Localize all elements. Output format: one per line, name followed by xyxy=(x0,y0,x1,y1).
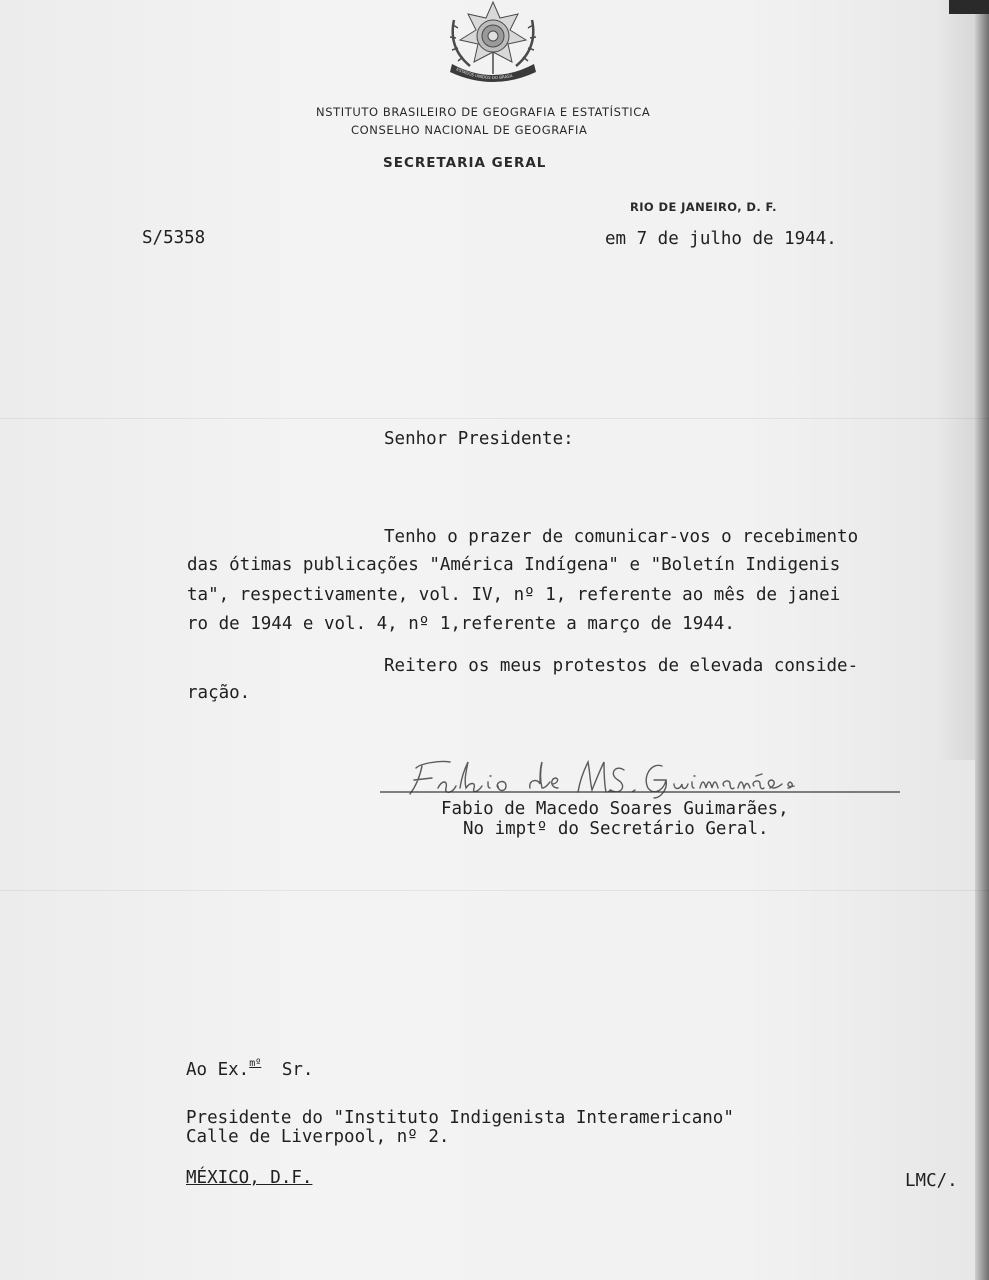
page-corner xyxy=(949,0,989,14)
reference-number: S/5358 xyxy=(142,228,206,248)
fold-line xyxy=(0,890,989,891)
coat-of-arms-emblem xyxy=(440,0,546,84)
addressee-line: Calle de Liverpool, nº 2. xyxy=(186,1127,450,1147)
letter-date: em 7 de julho de 1944. xyxy=(605,229,837,249)
addressee-city: MÉXICO, D.F. xyxy=(186,1168,313,1188)
handwritten-signature xyxy=(380,752,900,800)
department-name: SECRETARIA GERAL xyxy=(383,155,547,171)
addressee-prefix-start: Ao Ex. xyxy=(186,1060,250,1080)
letterhead-place: RIO DE JANEIRO, D. F. xyxy=(630,200,777,214)
addressee-prefix-sup: mº xyxy=(249,1058,262,1069)
closing-line: Reitero os meus protestos de elevada conside- xyxy=(384,656,859,676)
institute-name: NSTITUTO BRASILEIRO DE GEOGRAFIA E ESTATÍSTICA xyxy=(316,105,651,119)
page-edge xyxy=(975,0,989,1280)
fold-line xyxy=(0,418,989,419)
signature-text: Fabio de M. S. Guimarães xyxy=(380,752,391,753)
body-line: ta", respectivamente, vol. IV, nº 1, referente ao mês de janei xyxy=(187,585,841,605)
closing-line: ração. xyxy=(187,683,251,703)
addressee-prefix-end: Sr. xyxy=(281,1060,314,1080)
typist-initials: LMC/. xyxy=(905,1171,958,1191)
council-name: CONSELHO NACIONAL DE GEOGRAFIA xyxy=(351,123,588,137)
page-edge-shadow xyxy=(937,0,975,760)
svg-text:ESTADOS UNIDOS DO BRASIL xyxy=(456,66,515,80)
emblem-motto: ESTADOS UNIDOS DO BRASIL xyxy=(455,66,514,81)
salutation: Senhor Presidente: xyxy=(384,429,574,449)
signatory-name: Fabio de Macedo Soares Guimarães, xyxy=(441,799,789,819)
body-line: das ótimas publicações "América Indígena" e "Boletín Indigenis xyxy=(187,555,841,575)
addressee-line: Presidente do "Instituto Indigenista Interamericano" xyxy=(186,1108,734,1128)
signatory-title: No imptº do Secretário Geral. xyxy=(463,819,769,839)
body-line: ro de 1944 e vol. 4, nº 1,referente a março de 1944. xyxy=(187,614,735,634)
body-line: Tenho o prazer de comunicar-vos o recebimento xyxy=(384,527,859,547)
addressee-prefix xyxy=(186,1060,313,1080)
